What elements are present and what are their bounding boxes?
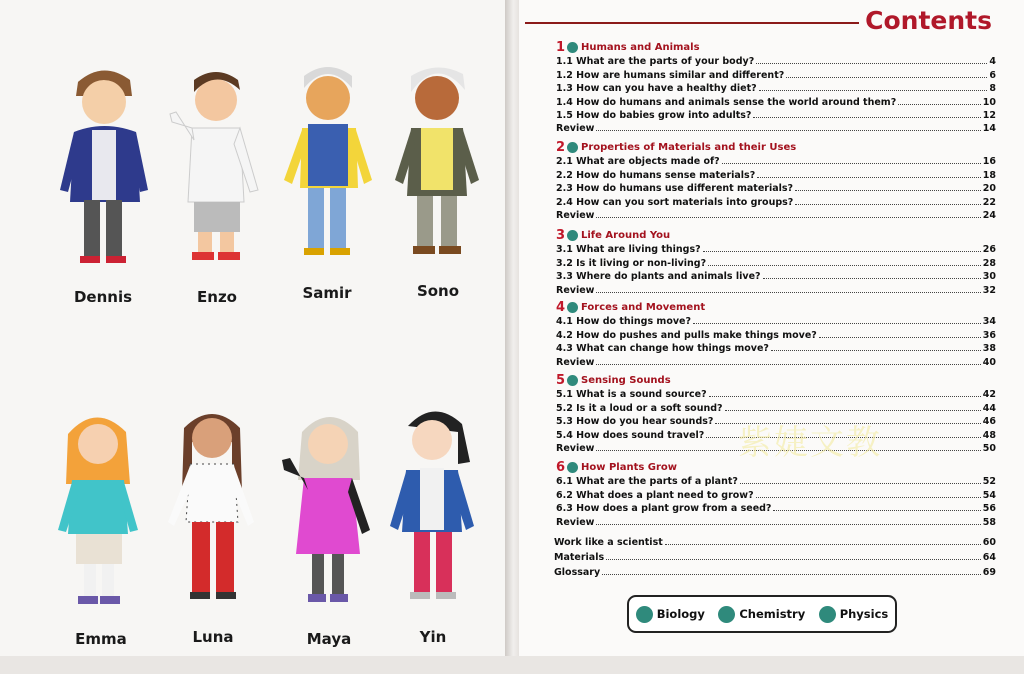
dot-leader bbox=[759, 90, 988, 91]
legend-chemistry bbox=[718, 606, 805, 623]
unit-number: 1 bbox=[556, 39, 566, 55]
yin-figure bbox=[378, 402, 488, 622]
entry-title: 4.2 How do pushes and pulls make things move? bbox=[556, 329, 817, 341]
toc-entry[interactable] bbox=[556, 354, 996, 367]
title-rule bbox=[525, 22, 859, 24]
entry-title: 5.2 Is it a loud or a soft sound? bbox=[556, 402, 723, 414]
entry-title: 6.1 What are the parts of a plant? bbox=[556, 476, 738, 488]
dennis-figure bbox=[48, 62, 158, 282]
character-name: Sono bbox=[416, 282, 460, 300]
enzo-figure bbox=[162, 62, 272, 282]
toc-entry[interactable] bbox=[556, 81, 996, 94]
toc-entry[interactable] bbox=[556, 181, 996, 194]
character-name: Yin bbox=[419, 628, 447, 646]
entry-page: 50 bbox=[982, 442, 996, 454]
entry-page: 56 bbox=[982, 503, 996, 515]
character-yin bbox=[378, 402, 488, 672]
legend-physics bbox=[819, 606, 889, 623]
subject-icon bbox=[567, 142, 578, 153]
toc-entry[interactable] bbox=[556, 514, 996, 527]
entry-title: Glossary bbox=[554, 567, 601, 578]
toc-entry[interactable] bbox=[556, 121, 996, 134]
entry-title: 1.3 How can you have a healthy diet? bbox=[556, 83, 757, 95]
dot-leader bbox=[740, 483, 981, 484]
entry-page: 24 bbox=[982, 209, 996, 221]
entry-title: 2.3 How do humans use different materials? bbox=[556, 183, 794, 195]
entry-title: 3.1 What are living things? bbox=[556, 244, 701, 256]
entry-title: 3.3 Where do plants and animals live? bbox=[556, 271, 761, 283]
dot-leader bbox=[693, 323, 981, 324]
legend-label: Biology bbox=[656, 607, 705, 621]
dot-leader bbox=[795, 190, 981, 191]
dot-leader bbox=[898, 104, 981, 105]
toc-entry[interactable] bbox=[556, 108, 996, 121]
toc-entry[interactable] bbox=[556, 94, 996, 107]
entry-page: 26 bbox=[982, 244, 996, 256]
entry-page: 28 bbox=[982, 257, 996, 269]
dot-leader bbox=[795, 204, 980, 205]
dot-leader bbox=[786, 77, 987, 78]
dot-leader bbox=[753, 117, 980, 118]
toc-entry[interactable] bbox=[556, 474, 996, 487]
toc-entry[interactable] bbox=[556, 341, 996, 354]
legend-label: Physics bbox=[839, 607, 889, 621]
entry-page: 36 bbox=[982, 329, 996, 341]
unit-title: Life Around You bbox=[581, 229, 671, 241]
toc-extra-entry[interactable] bbox=[554, 563, 996, 578]
toc-extras bbox=[554, 533, 996, 578]
entry-title: Review bbox=[556, 209, 595, 221]
character-name: Samir bbox=[302, 284, 352, 302]
entry-page: 32 bbox=[982, 284, 996, 296]
entry-page: 20 bbox=[982, 183, 996, 195]
entry-title: 3.2 Is it living or non-living? bbox=[556, 257, 707, 269]
subject-icon bbox=[567, 462, 578, 473]
entry-page: 54 bbox=[982, 489, 996, 501]
character-emma bbox=[46, 404, 156, 674]
entry-page: 58 bbox=[982, 516, 996, 528]
toc-unit-6 bbox=[556, 460, 996, 528]
dot-leader bbox=[606, 559, 981, 560]
toc-entry[interactable] bbox=[556, 167, 996, 180]
entry-title: 4.1 How do things move? bbox=[556, 316, 691, 328]
dot-leader bbox=[771, 350, 981, 351]
entry-title: Review bbox=[556, 123, 595, 135]
character-maya bbox=[274, 404, 384, 674]
dot-leader bbox=[722, 163, 981, 164]
toc-entry[interactable] bbox=[556, 242, 996, 255]
subject-icon bbox=[567, 42, 578, 53]
subject-icon bbox=[567, 375, 578, 386]
dot-leader bbox=[596, 292, 980, 293]
character-samir bbox=[272, 58, 382, 328]
entry-title: 1.5 How do babies grow into adults? bbox=[556, 109, 752, 121]
unit-number: 2 bbox=[556, 139, 566, 155]
dot-leader bbox=[596, 130, 980, 131]
unit-number: 6 bbox=[556, 459, 566, 475]
character-name: Maya bbox=[306, 630, 352, 648]
entry-page: 34 bbox=[982, 316, 996, 328]
entry-page: 46 bbox=[982, 416, 996, 428]
entry-page: 14 bbox=[982, 123, 996, 135]
unit-number: 5 bbox=[556, 372, 566, 388]
entry-title: 2.1 What are objects made of? bbox=[556, 156, 720, 168]
toc-unit-4 bbox=[556, 300, 996, 368]
toc-entry[interactable] bbox=[556, 208, 996, 221]
atom-icon bbox=[819, 606, 836, 623]
entry-page: 12 bbox=[982, 109, 996, 121]
toc-extra-entry[interactable] bbox=[554, 533, 996, 548]
unit-title: Forces and Movement bbox=[581, 301, 706, 313]
entry-page: 42 bbox=[982, 389, 996, 401]
unit-heading[interactable] bbox=[556, 300, 996, 314]
dot-leader bbox=[596, 217, 980, 218]
entry-page: 40 bbox=[982, 356, 996, 368]
character-luna bbox=[158, 402, 268, 672]
sono-figure bbox=[383, 56, 493, 276]
entry-page: 44 bbox=[982, 402, 996, 414]
entry-page: 22 bbox=[982, 196, 996, 208]
toc-entry[interactable] bbox=[556, 255, 996, 268]
dot-leader bbox=[725, 410, 981, 411]
legend-label: Chemistry bbox=[739, 607, 806, 621]
entry-page: 69 bbox=[982, 567, 996, 578]
entry-title: 2.4 How can you sort materials into groups? bbox=[556, 196, 794, 208]
dot-leader bbox=[596, 364, 980, 365]
unit-heading[interactable] bbox=[556, 40, 996, 54]
flask-icon bbox=[718, 606, 735, 623]
character-name: Dennis bbox=[73, 288, 133, 306]
toc-extra-entry[interactable] bbox=[554, 548, 996, 563]
unit-heading[interactable] bbox=[556, 140, 996, 154]
entry-title: 1.2 How are humans similar and different? bbox=[556, 69, 785, 81]
dot-leader bbox=[596, 524, 980, 525]
entry-title: Review bbox=[556, 284, 595, 296]
entry-page: 48 bbox=[982, 429, 996, 441]
entry-page: 38 bbox=[982, 343, 996, 355]
character-dennis bbox=[48, 62, 158, 332]
entry-page: 16 bbox=[982, 156, 996, 168]
toc-entry[interactable] bbox=[556, 327, 996, 340]
unit-title: Humans and Animals bbox=[581, 41, 700, 53]
toc-entry[interactable] bbox=[556, 269, 996, 282]
toc-entry[interactable] bbox=[556, 154, 996, 167]
book-gutter bbox=[505, 0, 519, 656]
entry-title: Review bbox=[556, 356, 595, 368]
unit-number: 4 bbox=[556, 299, 566, 315]
toc-unit-3 bbox=[556, 228, 996, 296]
dot-leader bbox=[602, 574, 981, 575]
entry-page: 64 bbox=[982, 552, 996, 563]
character-sono bbox=[383, 56, 493, 326]
dot-leader bbox=[665, 544, 981, 545]
dot-leader bbox=[819, 337, 981, 338]
toc-entry[interactable] bbox=[556, 387, 996, 400]
entry-page: 52 bbox=[982, 476, 996, 488]
toc-entry[interactable] bbox=[556, 400, 996, 413]
entry-title: Review bbox=[556, 442, 595, 454]
toc-unit-2 bbox=[556, 140, 996, 221]
page-title: Contents bbox=[865, 6, 992, 35]
unit-number: 3 bbox=[556, 227, 566, 243]
toc-unit-1 bbox=[556, 40, 996, 134]
entry-title: 5.1 What is a sound source? bbox=[556, 389, 707, 401]
entry-title: 1.1 What are the parts of your body? bbox=[556, 56, 755, 68]
emma-figure bbox=[46, 404, 156, 624]
entry-page: 60 bbox=[982, 537, 996, 548]
maya-figure bbox=[274, 404, 384, 624]
character-name: Enzo bbox=[197, 288, 237, 306]
unit-title: Properties of Materials and their Uses bbox=[581, 141, 797, 153]
toc-entry[interactable] bbox=[556, 487, 996, 500]
character-enzo bbox=[162, 62, 272, 332]
entry-title: 6.2 What does a plant need to grow? bbox=[556, 489, 754, 501]
entry-title: 5.4 How does sound travel? bbox=[556, 429, 705, 441]
dot-leader bbox=[708, 265, 981, 266]
entry-page: 8 bbox=[989, 83, 996, 95]
entry-title: 6.3 How does a plant grow from a seed? bbox=[556, 503, 772, 515]
toc-entry[interactable] bbox=[556, 314, 996, 327]
subject-icon bbox=[567, 302, 578, 313]
character-name: Luna bbox=[192, 628, 234, 646]
luna-figure bbox=[158, 402, 268, 622]
unit-title: Sensing Sounds bbox=[581, 374, 671, 386]
entry-page: 4 bbox=[989, 56, 996, 68]
toc-entry[interactable] bbox=[556, 54, 996, 67]
toc-entry[interactable] bbox=[556, 282, 996, 295]
subject-icon bbox=[567, 230, 578, 241]
toc-entry[interactable] bbox=[556, 501, 996, 514]
subject-legend bbox=[627, 595, 897, 633]
unit-heading[interactable] bbox=[556, 228, 996, 242]
entry-title: 5.3 How do you hear sounds? bbox=[556, 416, 714, 428]
toc-entry[interactable] bbox=[556, 67, 996, 80]
dot-leader bbox=[763, 278, 981, 279]
dot-leader bbox=[756, 63, 987, 64]
entry-page: 10 bbox=[982, 96, 996, 108]
dna-icon bbox=[636, 606, 653, 623]
unit-heading[interactable] bbox=[556, 373, 996, 387]
dot-leader bbox=[703, 251, 981, 252]
entry-title: Materials bbox=[554, 552, 605, 563]
legend-biology bbox=[636, 606, 705, 623]
samir-figure bbox=[272, 58, 382, 278]
entry-title: 4.3 What can change how things move? bbox=[556, 343, 769, 355]
dot-leader bbox=[756, 497, 981, 498]
watermark: 紫婕文教 bbox=[738, 423, 882, 463]
entry-page: 6 bbox=[989, 69, 996, 81]
dot-leader bbox=[709, 396, 981, 397]
toc-entry[interactable] bbox=[556, 194, 996, 207]
entry-title: 2.2 How do humans sense materials? bbox=[556, 169, 756, 181]
entry-page: 30 bbox=[982, 271, 996, 283]
entry-page: 18 bbox=[982, 169, 996, 181]
character-name: Emma bbox=[75, 630, 127, 648]
dot-leader bbox=[773, 510, 980, 511]
entry-title: Work like a scientist bbox=[554, 537, 663, 548]
entry-title: 1.4 How do humans and animals sense the world around them? bbox=[556, 96, 897, 108]
unit-title: How Plants Grow bbox=[581, 461, 678, 473]
dot-leader bbox=[757, 177, 981, 178]
entry-title: Review bbox=[556, 516, 595, 528]
